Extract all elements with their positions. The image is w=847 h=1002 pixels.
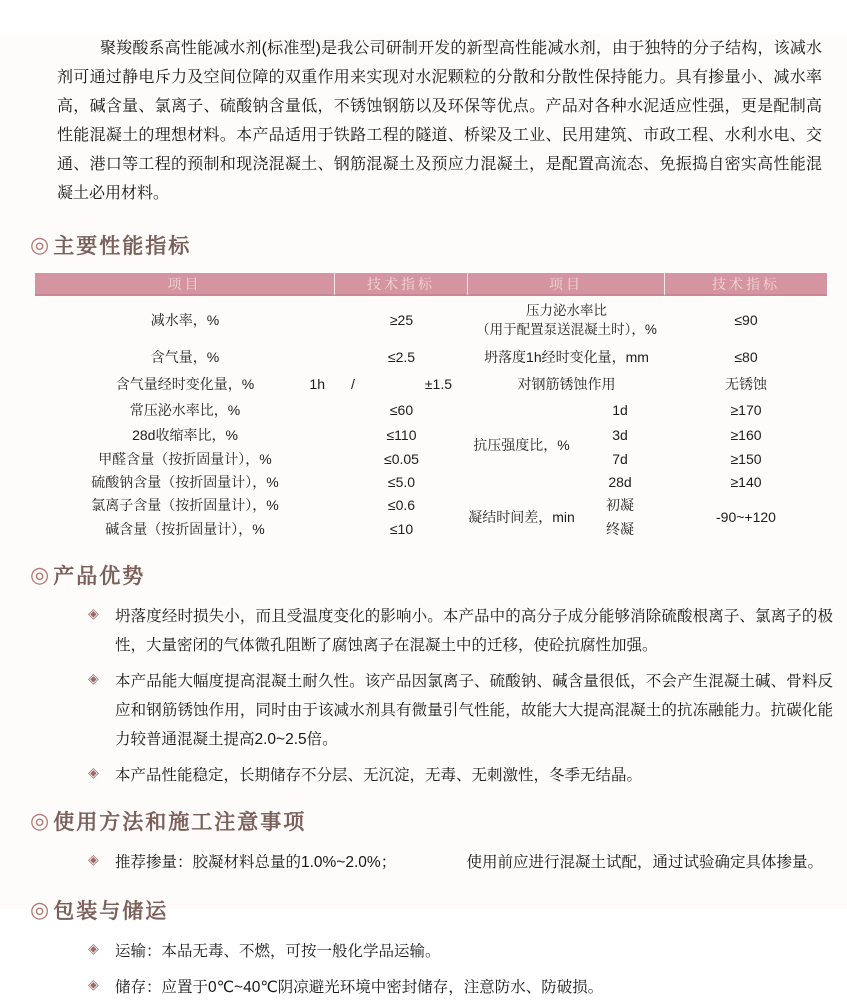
- table-cell-value: ≤0.6: [387, 496, 416, 513]
- table-cell-label: 碱含量（按折固量计），%: [105, 520, 265, 537]
- section-title-usage: [30, 806, 847, 836]
- list-item: [88, 667, 847, 754]
- table-cell-setting-initial: 初凝: [606, 496, 634, 513]
- intro-paragraph: 聚羧酸系高性能减水剂(标准型)是我公司研制开发的新型高性能减水剂，由于独特的分子结构，该减水剂可通过静电斥力及空间位障的双重作用来实现对水泥颗粒的分散和分散性保持能力。具有掺量小、减水率高，碱含量、氯离子、硫酸钠含量低，不锈蚀钢筋以及环保等优点。产品对各种水泥适应性强，更是配制高性能混凝土的理想材料。本产品适用于铁路工程的隧道、桥梁及工业、民用建筑、市政工程、水利水电、交通、港口等工程的预制和现浇混凝土、钢筋混凝土及预应力混凝土，是配置高流态、免振捣自密实高性能混凝土必用材料。: [57, 40, 822, 202]
- table-cell-value: ≤60: [389, 401, 414, 418]
- table-header-item-right: 项目: [468, 273, 665, 296]
- list-item-text: 运输：本品无毒、不燃，可按一般化学品运输。: [115, 943, 441, 960]
- table-cell-label: 对钢筋锈蚀作用: [517, 375, 616, 392]
- section-title-performance-text: 主要性能指标: [53, 235, 192, 258]
- list-item: [88, 937, 847, 966]
- table-cell-label: 甲醛含量（按折固量计），%: [98, 450, 272, 467]
- list-item: [88, 973, 847, 1002]
- table-cell-label: [468, 296, 665, 344]
- table-cell-value: ≥160: [730, 426, 762, 443]
- table-cell-value: ≥25: [389, 312, 414, 328]
- table-cell-label-line2: （用于配置泵送混凝土时），%: [476, 322, 657, 337]
- section-title-performance: [30, 230, 847, 260]
- table-cell-value: ≥150: [730, 450, 762, 467]
- table-cell-age: 7d: [612, 450, 628, 467]
- table-cell-label: 硫酸钠含量（按折固量计），%: [91, 473, 279, 490]
- section-marker-icon: ◎: [30, 808, 50, 833]
- table-cell-value: ≤2.5: [387, 349, 416, 365]
- table-cell-label: 常压泌水率比，%: [129, 401, 241, 418]
- table-cell-value: [335, 370, 468, 397]
- list-item-text: [115, 848, 833, 877]
- table-cell-label: 28d收缩率比，%: [132, 426, 238, 443]
- table-cell-age: 28d: [608, 473, 632, 490]
- table-cell-value: 无锈蚀: [725, 375, 767, 392]
- table-group-label-setting: 凝结时间差，min: [468, 509, 575, 525]
- diamond-bullet-icon: ◈: [88, 670, 99, 686]
- packaging-list: [88, 937, 847, 1002]
- diamond-bullet-icon: ◈: [88, 940, 99, 956]
- table-cell-value-a: /: [351, 375, 355, 392]
- advantages-list: [88, 602, 847, 790]
- table-cell-value: -90~+120: [716, 509, 776, 525]
- usage-list: [88, 848, 847, 877]
- section-title-advantages: [30, 560, 847, 590]
- list-item: [88, 602, 847, 660]
- list-item-text: 坍落度经时损失小，而且受温度变化的影响小。本产品中的高分子成分能够消除硫酸根离子、氯离子的极性，大量密闭的气体微孔阻断了腐蚀离子在混凝土中的迁移，使砼抗腐性加强。: [115, 608, 833, 654]
- table-cell-value: ≥170: [730, 401, 762, 418]
- table-cell-label: 减水率，%: [150, 312, 220, 328]
- section-title-usage-text: 使用方法和施工注意事项: [53, 811, 307, 834]
- performance-table: [35, 273, 827, 541]
- table-cell-label: 含气量，%: [150, 349, 220, 365]
- diamond-bullet-icon: ◈: [88, 764, 99, 780]
- table-cell-value-b: ±1.5: [424, 375, 452, 392]
- table-cell-sublabel: 1h: [309, 375, 325, 392]
- section-title-advantages-text: 产品优势: [53, 565, 146, 588]
- section-marker-icon: ◎: [30, 897, 50, 922]
- diamond-bullet-icon: ◈: [88, 605, 99, 621]
- table-cell-label: 坍落度1h经时变化量，mm: [484, 349, 649, 365]
- table-cell-value: ≥140: [730, 473, 762, 490]
- table-group-label-strength: 抗压强度比，%: [473, 437, 570, 453]
- table-cell-value: ≤80: [734, 349, 758, 365]
- table-cell-value: ≤10: [389, 520, 414, 537]
- table-cell-value: ≤110: [386, 426, 417, 443]
- table-cell-age: 1d: [612, 401, 628, 418]
- table-cell-value: ≤5.0: [387, 473, 416, 490]
- list-item-text: 本产品能大幅度提高混凝土耐久性。该产品因氯离子、硫酸钠、碱含量很低，不会产生混凝土碱、骨料反应和钢筋锈蚀作用，同时由于该减水剂具有微量引气性能，故能大大提高混凝土的抗冻融能力。抗碳化能力较普通混凝土提高2.0~2.5倍。: [115, 673, 833, 748]
- list-item: [88, 761, 847, 790]
- section-title-packaging-text: 包装与储运: [53, 900, 169, 923]
- diamond-bullet-icon: ◈: [88, 976, 99, 992]
- usage-trial-text: 使用前应进行混凝土试配，通过试验确定具体掺量。: [466, 854, 824, 871]
- list-item: [88, 848, 847, 877]
- list-item-text: 储存：应置于0℃~40℃阴凉避光环境中密封储存，注意防水、防破损。: [115, 979, 604, 996]
- table-cell-value: ≤0.05: [384, 450, 419, 467]
- table-cell-label: [35, 370, 335, 397]
- list-item-text: 本产品性能稳定，长期储存不分层、无沉淀，无毒、无刺激性，冬季无结晶。: [115, 767, 643, 784]
- table-cell-label-line1: 压力泌水率比: [526, 303, 607, 318]
- table-header-item-left: 项目: [35, 273, 335, 296]
- table-cell-age: 3d: [612, 426, 628, 443]
- document-page: [0, 34, 847, 996]
- table-header-index-left: 技术指标: [335, 273, 468, 296]
- table-cell-label: 氯离子含量（按折固量计），%: [91, 496, 279, 513]
- usage-dosage-text: 推荐掺量：胶凝材料总量的1.0%~2.0%；: [115, 854, 397, 871]
- section-marker-icon: ◎: [30, 232, 50, 257]
- table-header-index-right: 技术指标: [665, 273, 827, 296]
- section-marker-icon: ◎: [30, 562, 50, 587]
- table-cell-value: ≤90: [734, 312, 758, 328]
- diamond-bullet-icon: ◈: [88, 851, 99, 867]
- table-cell-label-text: 含气量经时变化量，%: [115, 375, 255, 392]
- table-cell-setting-final: 终凝: [606, 520, 634, 537]
- section-title-packaging: [30, 895, 847, 925]
